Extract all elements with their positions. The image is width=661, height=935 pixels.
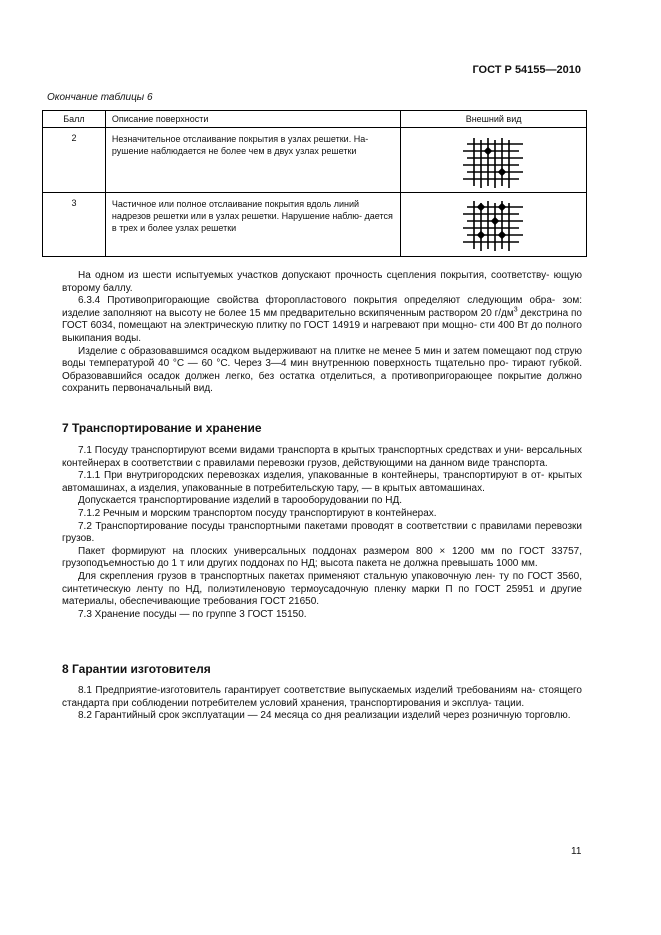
- section-7-title: 7 Транспортирование и хранение: [62, 421, 262, 435]
- paragraph: 7.1.2 Речным и морским транспортом посуду транспортируют в контейнерах.: [78, 507, 437, 519]
- section-8-text: [62, 685, 582, 723]
- paragraph: Допускается транспортирование изделий в тарооборудовании по НД.: [78, 495, 403, 507]
- paragraph: 8.1 Предприятие-изготовитель гарантирует соответствие выпускаемых изделий требованиям на- стоящего стандарта при соблюдении потребителем условий хранения, транспортирования и эксплуа- тации.: [62, 685, 582, 709]
- table-caption: Окончание таблицы 6: [47, 92, 153, 103]
- cell-score: 2: [43, 128, 106, 193]
- table-row: [43, 128, 587, 193]
- paragraph: Изделие с образовавшимся осадком выдерживают на плитке не менее 5 мин и затем помещают под струю воды температурой 40 °С — 60 °С. Через 3—4 мин внутреннюю поверхность тщательно про- тирают губкой. Образовавшийся осадок должен легко, без остатка отделиться, а противопригорающее покрытие должно сохранить первоначальный вид.: [62, 345, 582, 395]
- cell-appearance: [401, 193, 587, 257]
- test-procedure-text: [62, 270, 582, 396]
- paragraph: 7.2 Транспортирование посуды транспортными пакетами проводят в соответствии с правилами перевозки грузов.: [62, 520, 582, 545]
- paragraph: 7.1 Посуду транспортируют всеми видами транспорта в крытых транспортных средствах и уни- версальных контейнерах в соответствии с правилами перевозки грузов, действующими на данном виде транспорта.: [62, 445, 582, 469]
- paragraph: На одном из шести испытуемых участков допускают прочность сцепления покрытия, соответству- ющую второму баллу.: [62, 270, 582, 294]
- paragraph: Для скрепления грузов в транспортных пакетах применяют стальную упаковочную лен- ту по ГОСТ 3560, синтетическую ленту по НД, полиэтиленовую термоусадочную пленку марки П по ГОСТ 25951 и другие материалы, обеспечивающие требования ГОСТ 21650.: [62, 570, 582, 608]
- crosshatch-grid-score3-image: [461, 199, 527, 253]
- cell-description: Незначительное отслаивание покрытия в узлах решетки. На- рушение наблюдается не более чем в двух узлах решетки: [105, 128, 400, 193]
- table-header-row: [43, 111, 587, 128]
- paragraph: 6.3.4 Противопригорающие свойства фторопластового покрытия определяют следующим обра- зом: изделие заполняют на высоту не более 15 мм предварительно вскипяченным раствором 20 $г/дм^3$ декстрина по ГОСТ 6034, помещают на электрическую плитку по ГОСТ 14919 и нагревают при мощно- сти 400 Вт до полного выкипания воды.: [62, 295, 582, 344]
- crosshatch-grid-score2-image: [461, 136, 527, 190]
- adhesion-table: [42, 110, 587, 257]
- cell-score: 3: [43, 193, 106, 257]
- page-number: 11: [571, 846, 582, 857]
- cell-description: Частичное или полное отслаивание покрытия вдоль линий надрезов решетки или в узлах решетки. Нарушение наблю- дается в трех и более узлах решетки: [105, 193, 400, 257]
- section-7-text: [62, 445, 582, 621]
- col-header-appearance: Внешний вид: [401, 111, 587, 128]
- paragraph: 7.1.1 При внутригородских перевозках изделия, упакованные в контейнеры, транспортируют в от- крытых автомашинах, а изделия, упакованные в потребительскую тару, — в крытых автомашинах.: [62, 470, 582, 494]
- paragraph: Пакет формируют на плоских универсальных поддонах размером 800 × 1200 мм по ГОСТ 33757, грузоподъемностью до 1 т или других поддонах по НД; высота пакета не должна превышать 1000 мм.: [62, 545, 582, 570]
- section-8-title: 8 Гарантии изготовителя: [62, 662, 211, 676]
- cell-appearance: [401, 128, 587, 193]
- paragraph: 7.3 Хранение посуды — по группе 3 ГОСТ 15150.: [78, 608, 307, 620]
- document-id: ГОСТ Р 54155—2010: [472, 64, 581, 76]
- table-row: [43, 193, 587, 257]
- paragraph: 8.2 Гарантийный срок эксплуатации — 24 месяца со дня реализации изделий через розничную торговлю.: [78, 710, 571, 722]
- col-header-score: Балл: [43, 111, 106, 128]
- col-header-description: Описание поверхности: [105, 111, 400, 128]
